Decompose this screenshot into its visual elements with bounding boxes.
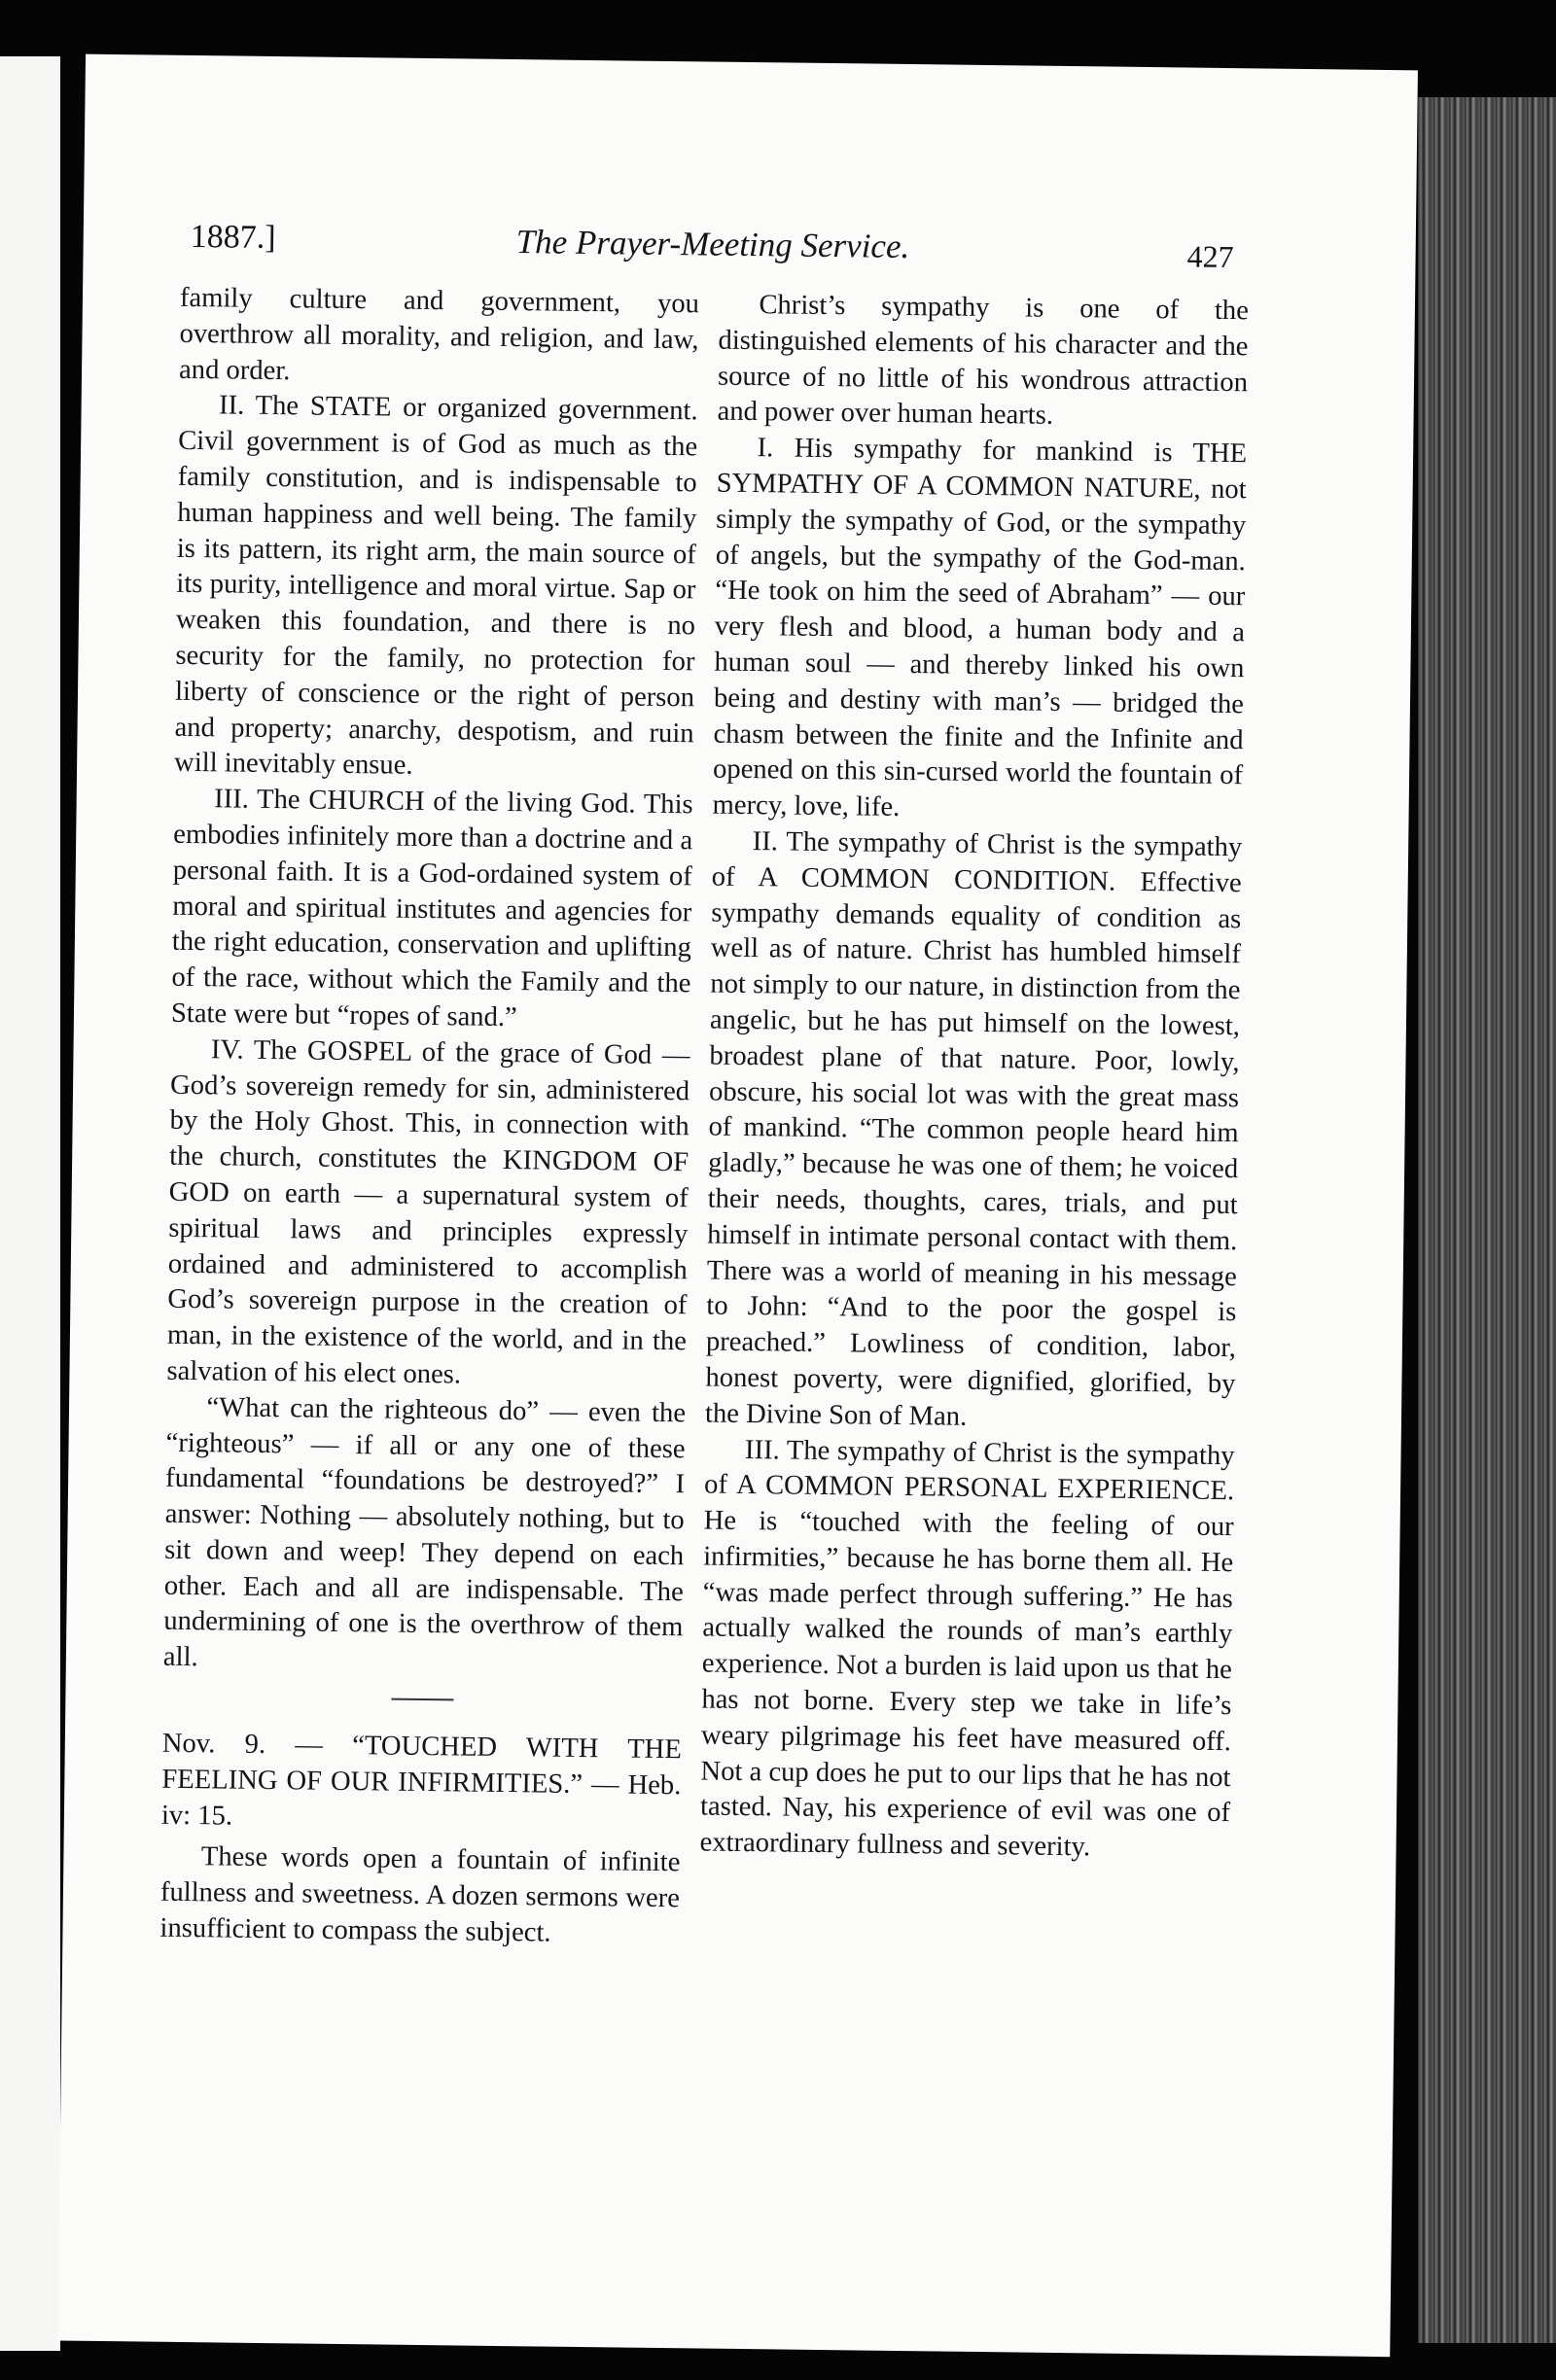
- section-divider: [391, 1698, 453, 1701]
- facing-page-edge: [0, 56, 60, 2351]
- left-column: [159, 281, 699, 1953]
- paragraph: II. The sympathy of Christ is the sympathy of A COMMON CONDITION. Effective sympathy demands equality of condition as well as of nature. Christ has humbled himself not simply to our nature, in distinction from the angelic, but he has put himself on the lowest, broadest plane of that nature. Poor, lowly, obscure, his social lot was with the great mass of mankind. “The common people heard him gladly,” because he was one of them; he voiced their needs, thoughts, cares, trials, and put himself in intimate personal contact with them. There was a world of meaning in his message to John: “And to the poor the gospel is preached.” Lowliness of condition, labor, honest poverty, were dignified, glorified, by the Divine Son of Man.: [704, 826, 1243, 1432]
- page-number: 427: [1186, 238, 1234, 275]
- header-year: 1887.]: [190, 218, 276, 257]
- header-title: The Prayer-Meeting Service.: [515, 223, 910, 265]
- paragraph: II. The STATE or organized government. Civil government is of God as much as the family constitution, and is indispensable to human happiness and well being. The family is its pattern, its right arm, the main source of its purity, intelligence and moral virtue. Sap or weaken this foundation, and there is no security for the family, no protection for liberty of conscience or the right of person and property; anarchy, despotism, and ruin will inevitably ensue.: [173, 390, 698, 782]
- paragraph: These words open a fountain of infinite fullness and sweetness. A dozen sermons were insufficient to compass the subject.: [159, 1841, 681, 1948]
- paragraph: I. His sympathy for mankind is THE SYMPATHY OF A COMMON NATURE, not simply the sympathy of God, or the sympathy of angels, but the sympathy of the God-man. “He took on him the seed of Abraham” — our very flesh and blood, a human body and a human soul — and thereby linked his own being and destiny with man’s — bridged the chasm between the finite and the Infinite and opened on this sin-cursed world the fountain of mercy, love, life.: [712, 433, 1248, 823]
- book-page-edges: [1418, 97, 1556, 2343]
- paragraph: family culture and government, you overthrow all morality, and religion, and law, and order.: [178, 282, 700, 386]
- paragraph: IV. The GOSPEL of the grace of God — God’s sovereign remedy for sin, administered by the Holy Ghost. This, in connection with the church, constitutes the KINGDOM OF GOD on earth — a supernatural system of spiritual laws and principles expressly ordained and administered to accomplish God’s sovereign purpose in the creation of man, in the existence of the world, and in the salvation of his elect ones.: [166, 1034, 690, 1390]
- paragraph: III. The sympathy of Christ is the sympathy of A COMMON PERSONAL EXPERIENCE. He is “touched with the feeling of our infirmities,” because he has borne them all. He “was made perfect through suffering.” He has actually walked the rounds of man’s earthly experience. Not a burden is laid upon us that he has not borne. Every step we take in life’s weary pilgrimage his feet have measured off. Not a cup does he put to our lips that he has not tasted. Nay, his experience of evil was one of extraordinary fullness and severity.: [699, 1434, 1235, 1863]
- paragraph: “What can the righteous do” — even the “righteous” — if all or any one of these fundamental “foundations be destroyed?” I answer: Nothing — absolutely nothing, but to sit down and weep! They depend on each other. Each and all are indispensable. The undermining of one is the overthrow of them all.: [162, 1391, 687, 1673]
- section-heading: Nov. 9. — “TOUCHED WITH THE FEELING OF OUR INFIRMITIES.” — Heb. iv: 15.: [160, 1728, 682, 1832]
- paragraph: III. The CHURCH of the living God. This embodies infinitely more than a doctrine and a personal faith. It is a God-ordained system of moral and spiritual institutes and agencies for the right education, conservation and uplifting of the race, without which the Family and the State were but “ropes of sand.”: [170, 784, 693, 1033]
- right-column: [699, 288, 1249, 1869]
- running-header: [83, 218, 1416, 293]
- book-page: [57, 54, 1418, 2358]
- paragraph: Christ’s sympathy is one of the distinguished elements of his character and the source of no little of his wondrous attraction and power over human hearts.: [717, 290, 1250, 432]
